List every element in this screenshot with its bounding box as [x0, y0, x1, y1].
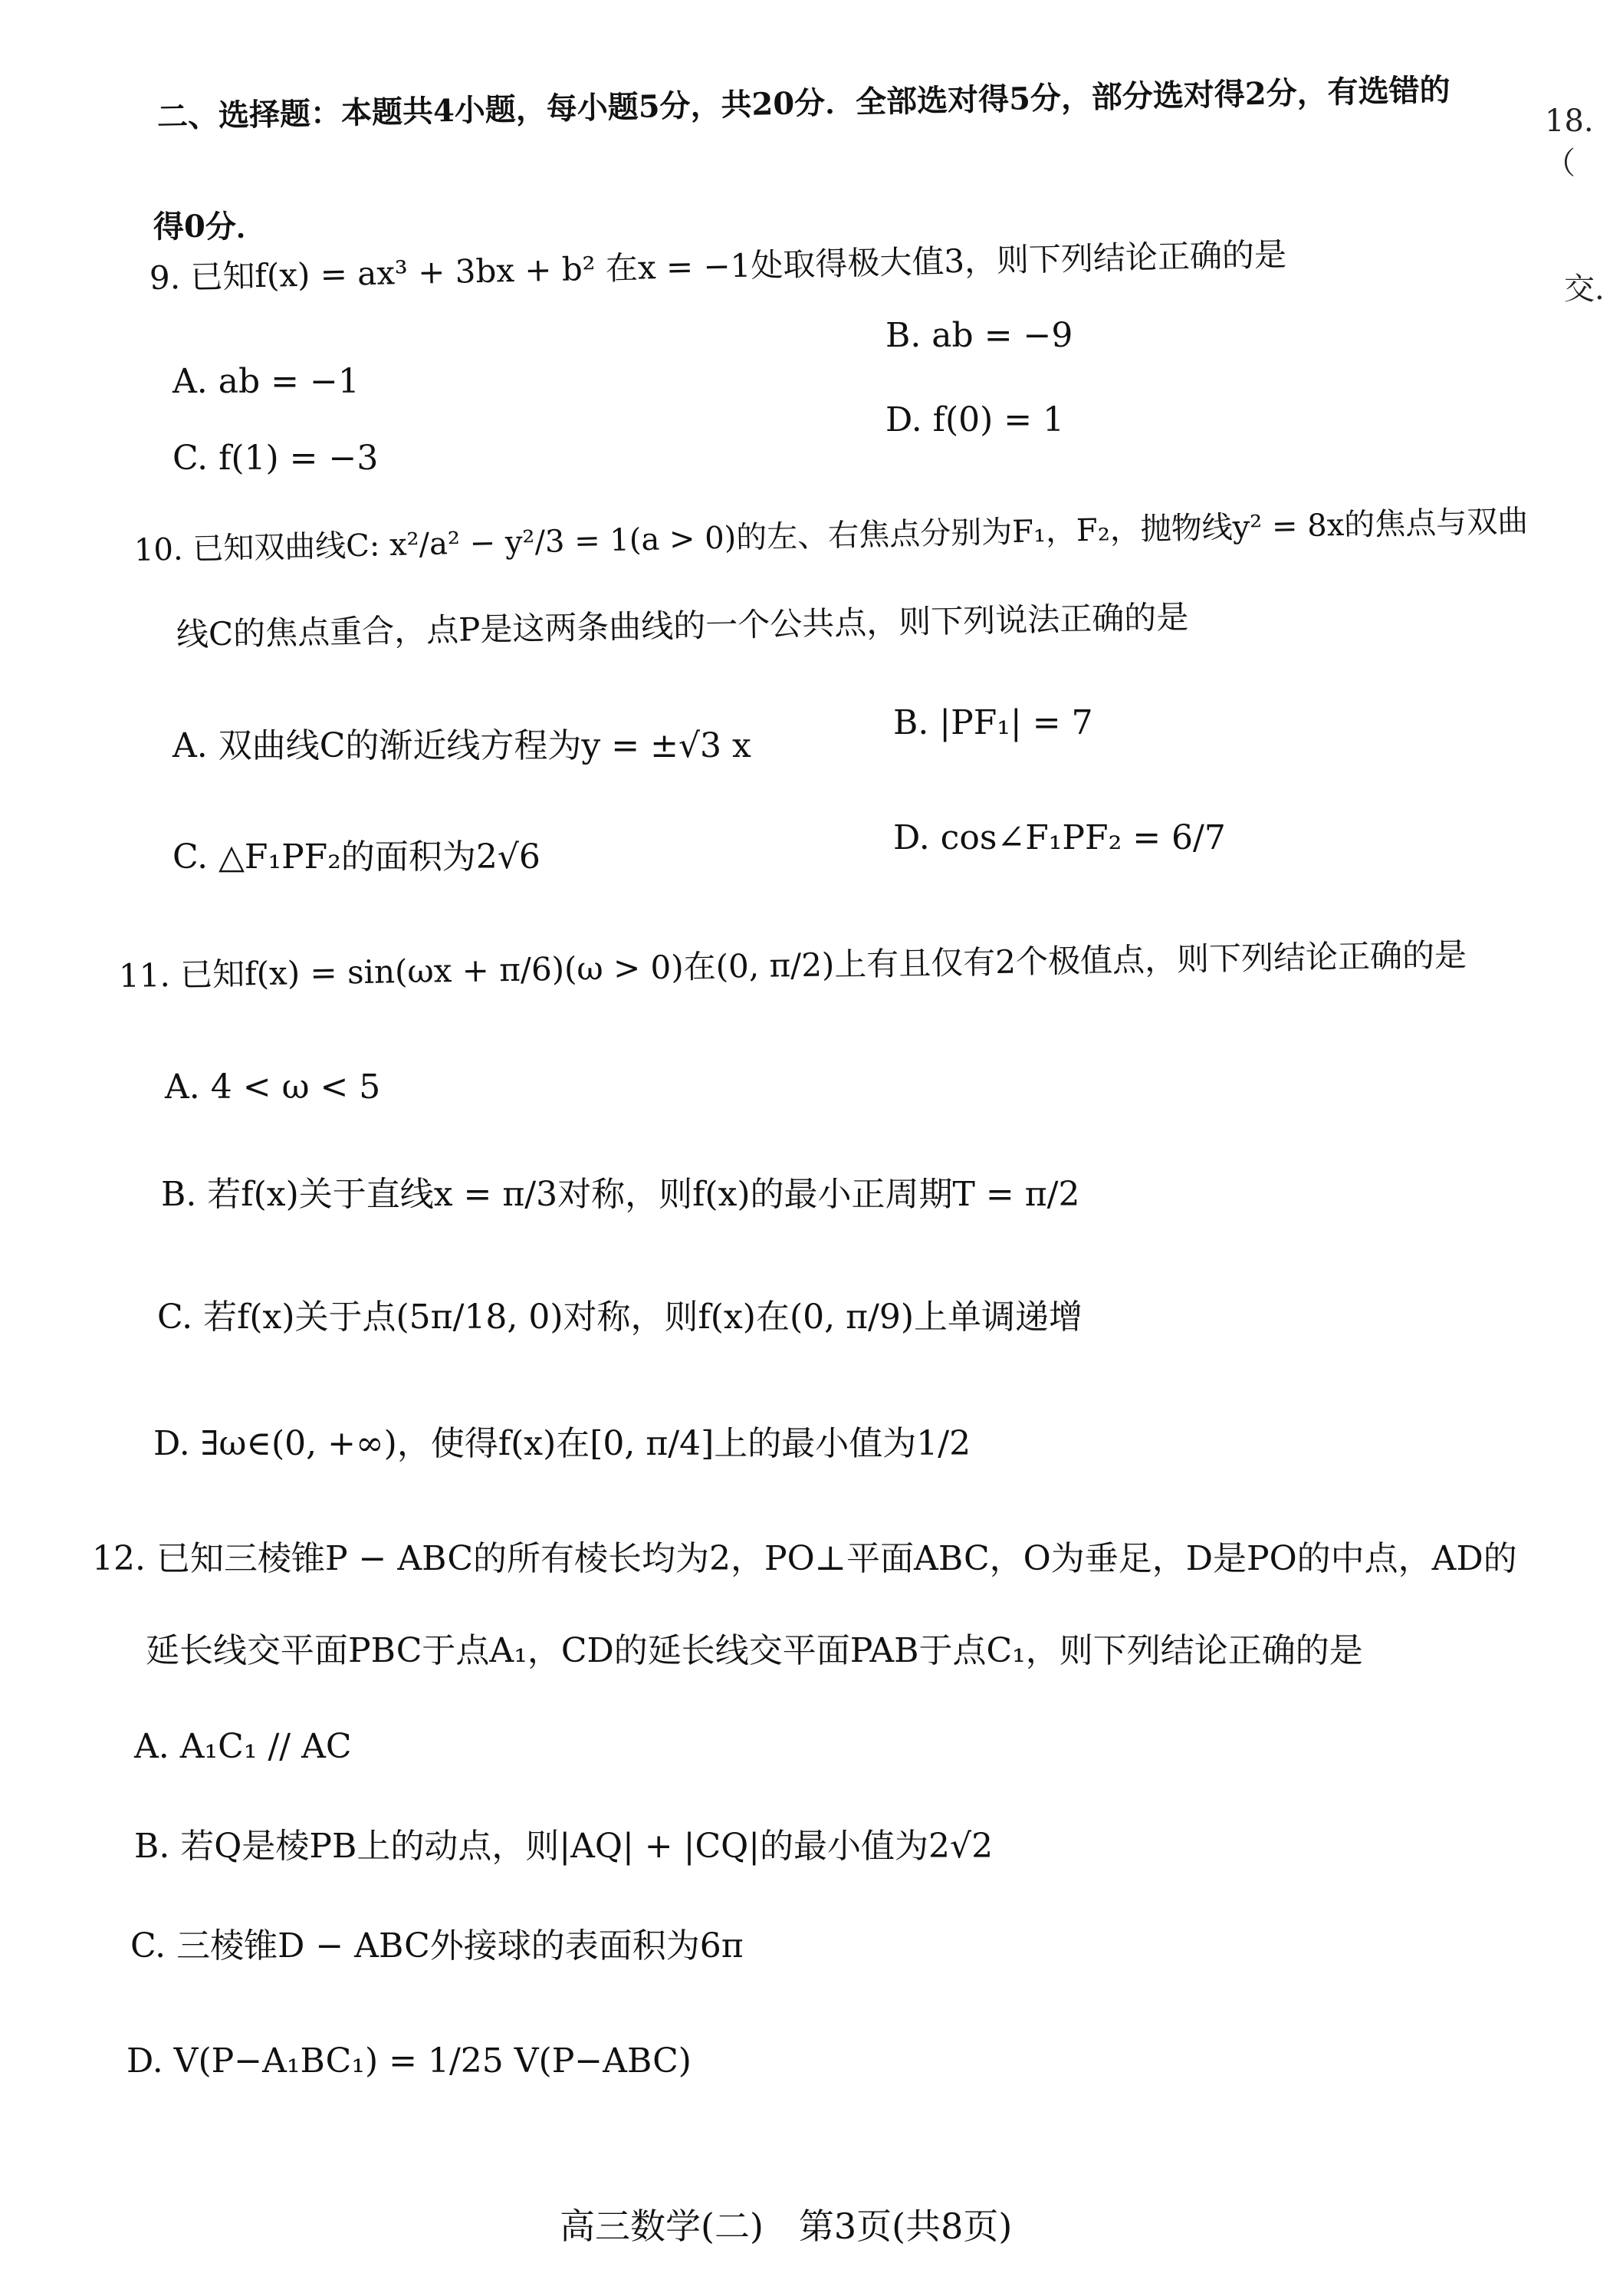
- q10-stem-line2: 线C的焦点重合，点P是这两条曲线的一个公共点，则下列说法正确的是: [176, 597, 1189, 653]
- q12-option-d: D. V(P−A₁BC₁) = 1/25 V(P−ABC): [126, 2041, 692, 2081]
- section-header-line2: 得0分．: [153, 209, 267, 245]
- q10-stem-line1: 10. 已知双曲线C: x²/a² − y²/3 = 1(a > 0)的左、右焦点分别为F₁，F₂，抛物线y² = 8x的焦点与双曲: [133, 503, 1529, 568]
- q9-option-a: A. ab = −1: [172, 362, 360, 401]
- q11-option-d: D. ∃ω∈(0, +∞)，使得f(x)在[0, π/4]上的最小值为1/2: [153, 1424, 971, 1463]
- q10-option-d: D. cos∠F₁PF₂ = 6/7: [893, 818, 1226, 857]
- section-header-line1: 二、选择题：本题共4小题，每小题5分，共20分．全部选对得5分，部分选对得2分，有选错的: [156, 71, 1451, 135]
- q11-option-b: B. 若f(x)关于直线x = π/3对称，则f(x)的最小正周期T = π/2: [161, 1175, 1080, 1214]
- q9-option-c: C. f(1) = −3: [172, 439, 379, 478]
- q12-option-c: C. 三棱锥D − ABC外接球的表面积为6π: [130, 1926, 744, 1965]
- margin-text-mid-right: 交.: [1564, 271, 1605, 307]
- q12-option-a: A. A₁C₁ // AC: [134, 1727, 352, 1766]
- margin-text-top-right: 18.（: [1545, 104, 1594, 181]
- q12-option-b: B. 若Q是棱PB上的动点，则|AQ| + |CQ|的最小值为2√2: [134, 1827, 994, 1866]
- q12-stem-line2: 延长线交平面PBC于点A₁，CD的延长线交平面PAB于点C₁，则下列结论正确的是: [146, 1631, 1363, 1670]
- q9-option-b: B. ab = −9: [885, 316, 1073, 355]
- q10-option-c: C. △F₁PF₂的面积为2√6: [172, 837, 540, 877]
- q11-option-a: A. 4 < ω < 5: [165, 1067, 381, 1107]
- q9-option-d: D. f(0) = 1: [885, 400, 1065, 439]
- q12-stem-line1: 12. 已知三棱锥P − ABC的所有棱长均为2，PO⊥平面ABC，O为垂足，D是PO的中点，AD的: [92, 1539, 1517, 1578]
- q11-stem: 11. 已知f(x) = sin(ωx + π/6)(ω > 0)在(0, π/2)上有且仅有2个极值点，则下列结论正确的是: [118, 936, 1467, 995]
- q10-option-a: A. 双曲线C的渐近线方程为y = ±√3 x: [172, 726, 751, 765]
- q11-option-c: C. 若f(x)关于点(5π/18, 0)对称，则f(x)在(0, π/9)上单调递增: [157, 1298, 1083, 1337]
- page-footer: 高三数学(二) 第3页(共8页): [560, 2206, 1013, 2247]
- q10-option-b: B. |PF₁| = 7: [893, 703, 1093, 742]
- q9-stem: 9. 已知f(x) = ax³ + 3bx + b² 在x = −1处取得极大值3，则下列结论正确的是: [149, 235, 1287, 297]
